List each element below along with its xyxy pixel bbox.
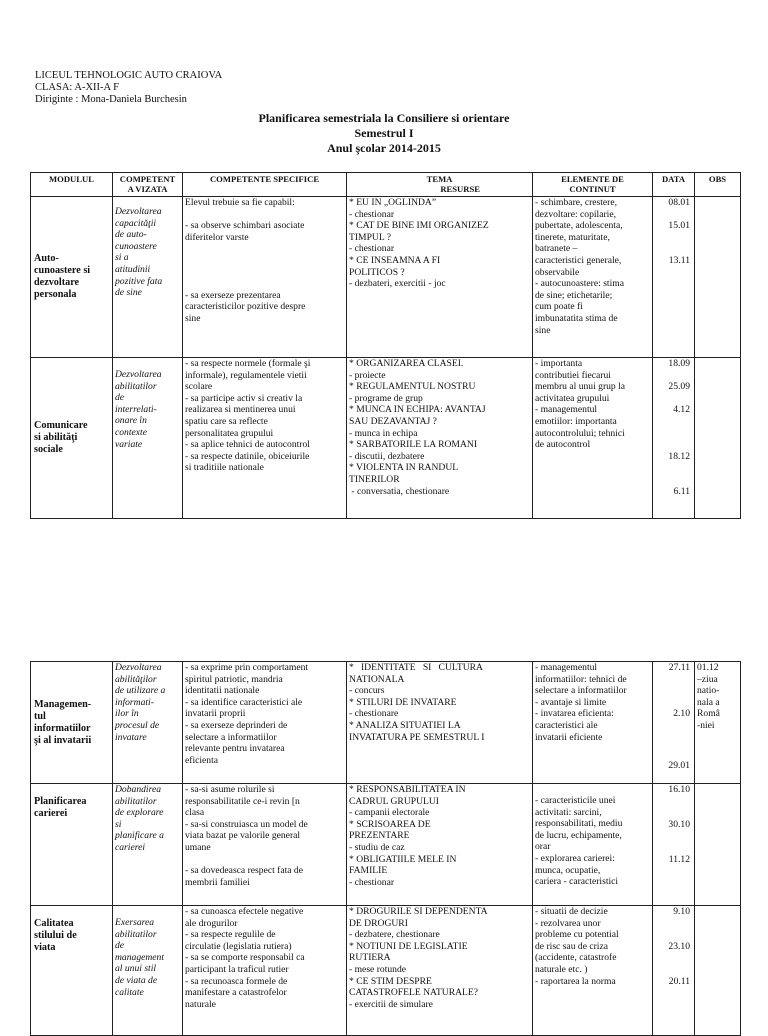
- school-name: LICEUL TEHNOLOGIC AUTO CRAIOVA: [35, 70, 223, 81]
- col-elemente-continut: ELEMENTE DE CONTINUT: [533, 173, 653, 197]
- theme-resources-cell: * RESPONSABILITATEA IN CADRUL GRUPULUI - campanii electorale * SCRISOAREA DE PREZENTARE - studiu de caz * OBLIGATIILE MELE IN FAMILIE - chestionar: [347, 784, 533, 906]
- theme-resources-cell: * DROGURILE SI DEPENDENTA DE DROGURI - dezbatere, chestionare * NOTIUNI DE LEGISLATIE RUTIERA - mese rotunde * CE STIM DESPRE CATASTROFELE NATURALE? - exercitii de simulare: [347, 906, 533, 1036]
- class-label: CLASA: A-XII-A F: [35, 82, 120, 93]
- doc-school-year: Anul şcolar 2014-2015: [327, 141, 441, 155]
- table-header-row: [31, 173, 741, 197]
- doc-title: Planificarea semestriala la Consiliere si orientare: [258, 111, 510, 125]
- col-competente-specifice: COMPETENTE SPECIFICE: [183, 173, 347, 197]
- competency-cell: Dezvoltarea abilitatilor de interrelati- onare în contexte variate: [113, 358, 183, 519]
- module-cell: Auto- cunoastere si dezvoltare personala: [31, 197, 113, 358]
- competency-cell: Exersarea abilitatilor de management al unui stil de viata de calitate: [113, 906, 183, 1036]
- col-tema-resurse: TEMA RESURSE: [347, 173, 533, 197]
- obs-cell: [695, 906, 741, 1036]
- content-elements-cell: - schimbare, crestere, dezvoltare: copilarie, pubertate, adolescenta, tinerete, maturitate, batranete – caracteristici generale, observabile - autocunoastere: stima de sine; etichetarile; cum poate fi imbunatatita stima de sine: [533, 197, 653, 358]
- competency-cell: Dezvoltarea abilităţilor de utilizare a informati- ilor în procesul de invatare: [113, 662, 183, 784]
- planning-table-top: [30, 172, 741, 519]
- competency-cell: Dobandirea abilitatilor de explorare si planificare a carierei: [113, 784, 183, 906]
- module-cell: Comunicare si abilităţi sociale: [31, 358, 113, 519]
- module-cell: Planificarea carierei: [31, 784, 113, 906]
- date-cell: 18.09 25.09 4.12 18.12 6.11: [653, 358, 695, 519]
- specific-competencies-cell: - sa respecte normele (formale şi informale), regulamentele vietii scolare - sa participe activ si creativ la realizarea si mentinerea unui spatiu care sa reflecte personalitatea grupului - sa aplice tehnici de autocontrol - sa respecte datinile, obiceiurile si traditiile nationale: [183, 358, 347, 519]
- theme-resources-cell: * IDENTITATE SI CULTURA NATIONALA - concurs * STILURI DE INVATARE - chestionare * ANALIZA SITUATIEI LA INVATATURA PE SEMESTRUL I: [347, 662, 533, 784]
- doc-semester: Semestrul I: [354, 126, 414, 140]
- content-elements-cell: - managementul informatiilor: tehnici de selectare a informatiilor - avantaje si limite - invatarea eficienta: caracteristici ale invatarii eficiente: [533, 662, 653, 784]
- teacher-label: Diriginte : Mona-Daniela Burchesin: [35, 94, 187, 105]
- content-elements-cell: - importanta contributiei fiecarui membru al unui grup la activitatea grupului - managementul emotiilor: importanta autocontrolului; tehnici de autocontrol: [533, 358, 653, 519]
- content-elements-cell: - situatii de decizie - rezolvarea unor probleme cu potential de risc sau de criza (accidente, catastrofe naturale etc. ) - raportarea la norma: [533, 906, 653, 1036]
- table-row: [31, 662, 741, 784]
- specific-competencies-cell: - sa-si asume rolurile si responsabilitatile ce-i revin [n clasa - sa-si construiasca un model de viata bazat pe valorile general umane - sa dovedeasca respect fata de membrii familiei: [183, 784, 347, 906]
- specific-competencies-cell: - sa cunoasca efectele negative ale drogurilor - sa respecte regulile de circulatie (legislatia rutiera) - sa se comporte responsabil ca participant la traficul rutier - sa recunoasca formele de manifestare a catastrofelor naturale: [183, 906, 347, 1036]
- content-elements-cell: - caracteristicile unei activitati: sarcini, responsabilitati, mediu de lucru, echipamente, orar - explorarea carierei: munca, ocupatie, cariera - caracteristici: [533, 784, 653, 906]
- theme-resources-cell: * EU IN „OGLINDA” - chestionar * CAT DE BINE IMI ORGANIZEZ TIMPUL ? - chestionar * CE INSEAMNA A FI POLITICOS ? - dezbateri, exercitii - joc: [347, 197, 533, 358]
- table-row: [31, 906, 741, 1036]
- date-cell: 08.01 15.01 13.11: [653, 197, 695, 358]
- module-cell: Managemen- tul informatiilor şi al invatarii: [31, 662, 113, 784]
- competency-cell: Dezvoltarea capacităţii de auto- cunoastere si a atitudinii pozitive fata de sine: [113, 197, 183, 358]
- col-modul: MODULUL: [31, 173, 113, 197]
- table-row: [31, 784, 741, 906]
- specific-competencies-cell: Elevul trebuie sa fie capabil: - sa observe schimbari asociate diferitelor varste - sa exerseze prezentarea caracteristicilor pozitive despre sine: [183, 197, 347, 358]
- date-cell: 9.10 23.10 20.11: [653, 906, 695, 1036]
- date-cell: 16.10 30.10 11.12: [653, 784, 695, 906]
- obs-cell: [695, 197, 741, 358]
- col-data: DATA: [653, 173, 695, 197]
- obs-cell: [695, 784, 741, 906]
- date-cell: 27.11 2.10 29.01: [653, 662, 695, 784]
- col-obs: OBS: [695, 173, 741, 197]
- obs-cell: [695, 358, 741, 519]
- planning-table-bottom: [30, 661, 741, 1036]
- theme-resources-cell: * ORGANIZAREA CLASEI. - proiecte * REGULAMENTUL NOSTRU - programe de grup * MUNCA IN ECHIPA: AVANTAJ SAU DEZAVANTAJ ? - munca in echipa * SARBATORILE LA ROMANI - discutii, dezbatere * VIOLENTA IN RANDUL TINERILOR - conversatia, chestionare: [347, 358, 533, 519]
- obs-cell: 01.12 –ziua natio- nala a Româ -niei: [695, 662, 741, 784]
- module-cell: Calitatea stilului de viata: [31, 906, 113, 1036]
- col-competenta: COMPETENT A VIZATA: [113, 173, 183, 197]
- specific-competencies-cell: - sa exprime prin comportament spiritul patriotic, mandria identitatii nationale - sa identifice caracteristici ale invatarii proprii - sa exerseze deprinderi de selectare a informatiilor relevante pentru invatarea eficienta: [183, 662, 347, 784]
- table-row: [31, 358, 741, 519]
- table-row: [31, 197, 741, 358]
